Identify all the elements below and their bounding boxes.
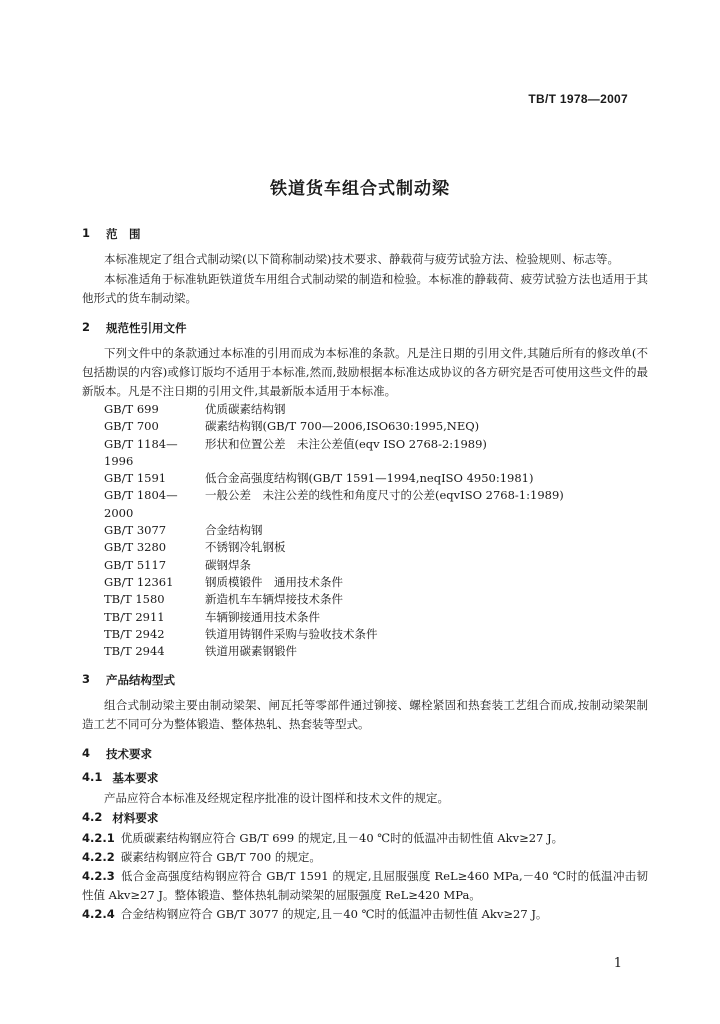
- reference-code: TB/T 1580: [104, 592, 165, 607]
- reference-name: 形状和位置公差 未注公差值(eqv ISO 2768-2:1989): [205, 436, 487, 451]
- reference-item: [82, 470, 648, 487]
- reference-name: 铁道用铸钢件采购与验收技术条件: [205, 626, 378, 641]
- clause-item: [82, 867, 648, 905]
- reference-name: 碳钢焊条: [205, 557, 251, 572]
- reference-item: [82, 539, 648, 556]
- reference-name: 碳素结构钢(GB/T 700—2006,ISO630:1995,NEQ): [205, 419, 480, 434]
- document-title: 铁道货车组合式制动梁: [270, 179, 450, 199]
- reference-item: [82, 591, 648, 608]
- clause-text: 合金结构钢应符合 GB/T 3077 的规定,且－40 ℃时的低温冲击韧性值 Akv≥27 J。: [120, 907, 548, 922]
- section-technical-requirements: [82, 746, 648, 924]
- clause-item: [82, 905, 648, 924]
- reference-code: TB/T 2944: [104, 644, 165, 659]
- section-number: 4: [82, 746, 91, 761]
- reference-item: [82, 487, 648, 522]
- clause-text: 低合金高强度结构钢应符合 GB/T 1591 的规定,且屈服强度 ReL≥460 MPa,－40 ℃时的低温冲击韧性值 Akv≥27 J。整体锻造、整体热轧制动梁架的屈服强度 ReL≥420 MPa。: [82, 869, 648, 903]
- section-title: 规范性引用文件: [106, 321, 187, 335]
- reference-item: [82, 401, 648, 418]
- reference-code: GB/T 1184—1996: [104, 436, 178, 468]
- reference-name: 优质碳素结构钢: [205, 402, 286, 416]
- reference-item: [82, 609, 648, 626]
- reference-code: TB/T 2942: [104, 626, 165, 641]
- reference-code: GB/T 1804—2000: [104, 488, 178, 520]
- reference-list: [82, 401, 648, 660]
- reference-code: GB/T 3280: [104, 540, 167, 555]
- reference-item: [82, 574, 648, 591]
- section-heading: [82, 746, 648, 762]
- clause-number: 4.2.4: [82, 907, 115, 922]
- reference-code: GB/T 12361: [104, 574, 174, 589]
- standard-code: TB/T 1978—2007: [528, 92, 628, 106]
- subsection-number: 4.1: [82, 770, 103, 785]
- clause-text: 优质碳素结构钢应符合 GB/T 699 的规定,且－40 ℃时的低温冲击韧性值 Akv≥27 J。: [120, 831, 564, 846]
- subsection-number: 4.2: [82, 810, 103, 825]
- document-body: [82, 226, 648, 936]
- reference-code: GB/T 3077: [104, 523, 167, 538]
- reference-item: [82, 557, 648, 574]
- subsection-heading: [82, 770, 648, 786]
- reference-item: [82, 418, 648, 435]
- paragraph: 产品应符合本标准及经规定程序批准的设计图样和技术文件的规定。: [104, 791, 449, 806]
- section-number: 2: [82, 320, 91, 334]
- reference-name: 车辆铆接通用技术条件: [205, 609, 320, 624]
- subsection-title: 基本要求: [112, 771, 159, 786]
- section-title: 技术要求: [106, 747, 152, 762]
- section-product-structure: [82, 672, 648, 734]
- reference-item: [82, 643, 648, 660]
- section-title: 产品结构型式: [106, 673, 175, 688]
- paragraph: 本标准规定了组合式制动梁(以下简称制动梁)技术要求、静载荷与疲劳试验方法、检验规则、标志等。: [104, 252, 619, 266]
- clause-text: 碳素结构钢应符合 GB/T 700 的规定。: [120, 850, 321, 865]
- reference-name: 新造机车车辆焊接技术条件: [205, 592, 343, 607]
- reference-item: [82, 436, 648, 471]
- reference-item: [82, 522, 648, 539]
- section-scope: [82, 226, 648, 308]
- clause-number: 4.2.1: [82, 831, 115, 846]
- reference-item: [82, 626, 648, 643]
- reference-code: GB/T 700: [104, 419, 159, 434]
- reference-code: GB/T 699: [104, 402, 159, 416]
- clause-item: [82, 829, 648, 848]
- paragraph: 本标准适角于标准轨距铁道货车用组合式制动梁的制造和检验。本标准的静载荷、疲劳试验方法也适用于其他形式的货车制动梁。: [82, 272, 648, 305]
- clause-item: [82, 848, 648, 867]
- reference-name: 不锈钢冷轧钢板: [205, 540, 286, 555]
- reference-name: 铁道用碳素钢锻件: [205, 644, 297, 659]
- reference-code: GB/T 5117: [104, 557, 167, 572]
- section-title: 范 围: [106, 227, 141, 241]
- page-number: 1: [613, 956, 622, 971]
- reference-code: GB/T 1591: [104, 471, 167, 486]
- subsection-heading: [82, 810, 648, 826]
- reference-name: 一般公差 未注公差的线性和角度尺寸的公差(eqvISO 2768-1:1989): [205, 488, 564, 503]
- section-number: 1: [82, 226, 91, 240]
- reference-name: 钢质模锻件 通用技术条件: [205, 574, 343, 589]
- section-heading: [82, 226, 648, 242]
- reference-name: 合金结构钢: [205, 523, 263, 538]
- section-heading: [82, 320, 648, 336]
- section-normative-references: [82, 320, 648, 660]
- section-number: 3: [82, 672, 91, 687]
- clause-number: 4.2.2: [82, 850, 115, 865]
- subsection-title: 材料要求: [112, 811, 159, 826]
- paragraph: 下列文件中的条款通过本标准的引用而成为本标准的条款。凡是注日期的引用文件,其随后所有的修改单(不包括勘误的内容)或修订版均不适用于本标准,然而,鼓励根据本标准达成协议的各方研究是否可使用这些文件的最新版本。凡是不注日期的引用文件,其最新版本适用于本标准。: [82, 346, 648, 398]
- section-heading: [82, 672, 648, 688]
- clause-number: 4.2.3: [82, 869, 115, 884]
- reference-name: 低合金高强度结构钢(GB/T 1591—1994,neqISO 4950:1981): [205, 471, 534, 486]
- reference-code: TB/T 2911: [104, 609, 165, 624]
- paragraph: 组合式制动梁主要由制动梁架、闸瓦托等零部件通过铆接、螺栓紧固和热套装工艺组合而成,按制动梁架制造工艺不同可分为整体锻造、整体热轧、热套装等型式。: [82, 698, 648, 732]
